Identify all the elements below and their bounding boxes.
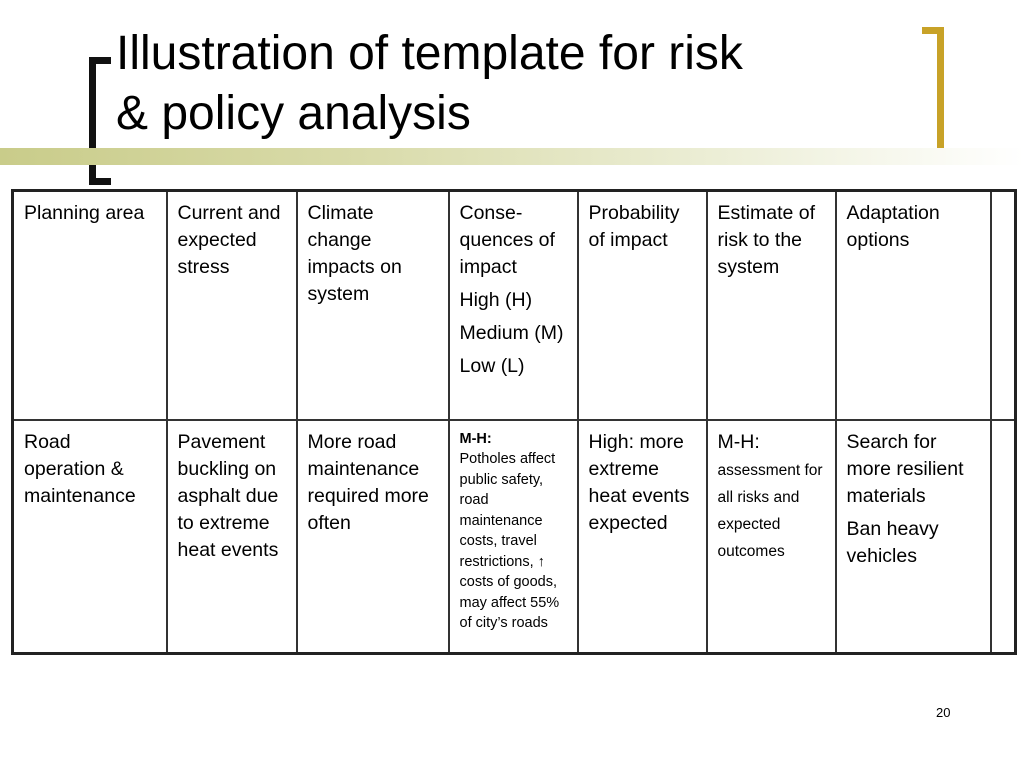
title-underline-band xyxy=(0,148,1024,165)
cell-estimate-content xyxy=(718,429,825,564)
header-probability-text: Probability of impact xyxy=(588,202,680,251)
cell-climate-impacts xyxy=(297,420,449,654)
header-planning-area xyxy=(13,191,167,420)
page-number: 20 xyxy=(936,705,951,720)
cell-adaptation xyxy=(836,420,991,654)
header-estimate-risk-text: Estimate of risk to the system xyxy=(717,202,816,278)
cell-estimate-level: M-H: xyxy=(717,430,760,453)
header-consequences-text: Conse-quences of impact xyxy=(459,202,555,278)
cell-adaptation-option-1: Search for more resilient materials xyxy=(846,430,964,507)
cell-consequences-level: M-H: xyxy=(459,430,492,447)
cell-planning-area xyxy=(13,420,167,654)
header-probability xyxy=(578,191,707,420)
header-consequences-low: Low (L) xyxy=(459,355,525,377)
cell-probability xyxy=(578,420,707,654)
header-planning-area-text: Planning area xyxy=(24,202,145,224)
header-adaptation xyxy=(836,191,991,420)
table-header-row xyxy=(13,191,1016,420)
cell-probability-text: High: more extreme heat events expected xyxy=(588,430,690,534)
cell-current-stress xyxy=(167,420,297,654)
cell-current-stress-text: Pavement buckling on asphalt due to extreme heat events xyxy=(177,430,279,561)
left-bracket-decoration xyxy=(89,57,111,185)
cell-consequences-content xyxy=(460,429,567,634)
cell-empty xyxy=(991,420,1016,654)
cell-adaptation-option-2: Ban heavy vehicles xyxy=(846,517,939,567)
table-row xyxy=(13,420,1016,654)
header-adaptation-text: Adaptation options xyxy=(846,202,940,251)
header-empty-cell xyxy=(991,191,1016,420)
cell-consequences xyxy=(449,420,578,654)
right-bracket-decoration xyxy=(922,27,944,155)
header-estimate-risk xyxy=(707,191,836,420)
header-consequences-medium: Medium (M) xyxy=(459,322,564,344)
header-consequences xyxy=(449,191,578,420)
slide-title-line-2: & policy analysis xyxy=(116,87,471,140)
cell-planning-area-text: Road operation & maintenance xyxy=(24,430,136,507)
slide-title-line-1: Illustration of template for risk xyxy=(116,27,743,80)
header-current-stress-text: Current and expected stress xyxy=(177,202,281,278)
cell-consequences-text: Potholes affect public safety, road maintenance costs, travel restrictions, ↑ costs of goods, may affect 55% of city’s roads xyxy=(459,451,560,631)
risk-policy-table xyxy=(11,189,1017,655)
cell-climate-impacts-text: More road maintenance required more often xyxy=(307,430,429,534)
slide-title xyxy=(116,24,916,144)
header-current-stress xyxy=(167,191,297,420)
header-consequences-high: High (H) xyxy=(459,289,533,311)
header-climate-impacts-text: Climate change impacts on system xyxy=(307,202,402,305)
cell-estimate-risk xyxy=(707,420,836,654)
cell-estimate-text: assessment for all risks and expected outcomes xyxy=(717,461,823,560)
header-climate-impacts xyxy=(297,191,449,420)
